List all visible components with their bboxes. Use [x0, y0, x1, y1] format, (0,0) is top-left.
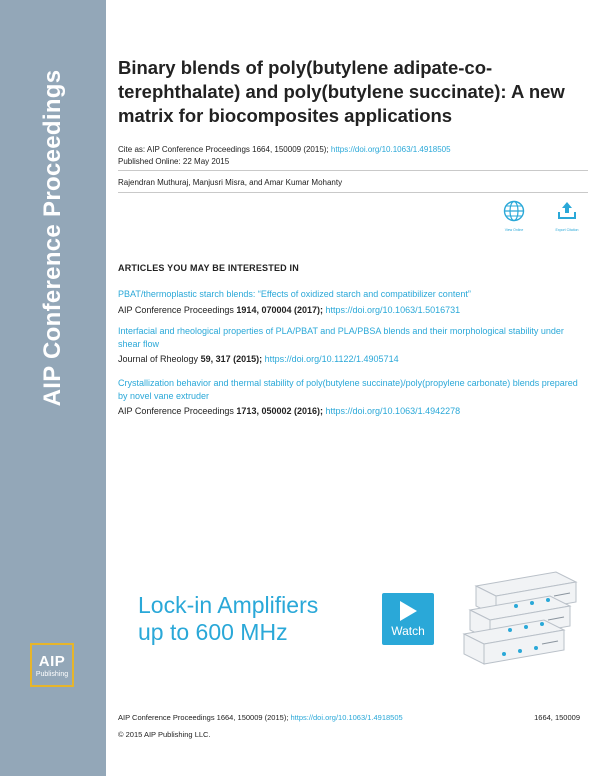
divider [118, 192, 588, 193]
view-online-label: View Online [504, 228, 524, 232]
aip-publishing-logo[interactable] [30, 643, 74, 687]
related-articles-heading: ARTICLES YOU MAY BE INTERESTED IN [118, 263, 299, 273]
export-icon [556, 200, 578, 222]
copyright: © 2015 AIP Publishing LLC. [118, 730, 211, 739]
ad-line-1: Lock-in Amplifiers [138, 592, 319, 618]
authors: Rajendran Muthuraj, Manjusri Misra, and Amar Kumar Mohanty [118, 178, 343, 187]
published-date: Published Online: 22 May 2015 [118, 157, 230, 166]
footer-citation [118, 713, 403, 722]
watch-button[interactable] [382, 593, 434, 645]
logo-subtext: Publishing [35, 671, 69, 678]
related-article-doi-link[interactable]: https://doi.org/10.1063/1.5016731 [325, 304, 461, 315]
ad-headline [138, 592, 318, 646]
watch-label: Watch [391, 624, 425, 638]
footer-doi-link[interactable]: https://doi.org/10.1063/1.4918505 [290, 713, 403, 722]
related-article-citation [118, 405, 578, 418]
logo-text: AIP [38, 653, 66, 670]
related-article-doi-link[interactable]: https://doi.org/10.1122/1.4905714 [264, 354, 399, 364]
related-article-title-link[interactable]: PBAT/thermoplastic starch blends: “Effects of oxidized starch and compatibilizer content” [118, 289, 471, 299]
lock-in-amplifier-illustration [456, 566, 600, 682]
journal-name: AIP Conference Proceedings [118, 304, 234, 315]
article-doi-link[interactable]: https://doi.org/10.1063/1.4918505 [330, 145, 451, 154]
related-article-citation [118, 353, 578, 366]
advertisement-banner[interactable] [124, 566, 580, 682]
journal-title: AIP Conference Proceedings [39, 69, 66, 407]
citation-text: Cite as: AIP Conference Proceedings 1664, 150009 (2015); [118, 145, 329, 154]
journal-name: Journal of Rheology [118, 354, 199, 364]
related-article-title-link[interactable]: Crystallization behavior and thermal stability of poly(butylene succinate)/poly(propylene carbonate) blends prepared by novel vane extruder [118, 378, 578, 401]
footer-page-number: 1664, 150009 [534, 713, 580, 722]
related-article-citation [118, 304, 578, 317]
article-title: Binary blends of poly(butylene adipate-co-terephthalate) and poly(butylene succinate): A new matrix for biocomposites applications [118, 57, 565, 126]
volume-ref: 59, 317 (2015); [200, 354, 263, 364]
sidebar [0, 0, 106, 776]
volume-ref: 1914, 070004 (2017); [236, 304, 323, 315]
related-article [118, 325, 578, 366]
export-citation-label: Export Citation [555, 228, 579, 232]
view-online-button[interactable] [496, 200, 532, 232]
journal-name: AIP Conference Proceedings [118, 406, 234, 416]
play-icon [397, 599, 419, 623]
related-article [118, 377, 578, 418]
footer-cite-text: AIP Conference Proceedings 1664, 150009 (2015); [118, 713, 289, 722]
ad-line-2: up to 600 MHz [138, 619, 288, 645]
export-citation-button[interactable] [549, 200, 585, 232]
citation-line [118, 144, 578, 155]
globe-icon [503, 200, 525, 222]
volume-ref: 1713, 050002 (2016); [236, 406, 323, 416]
related-article [118, 288, 578, 316]
divider [118, 170, 588, 171]
related-article-doi-link[interactable]: https://doi.org/10.1063/1.4942278 [325, 406, 461, 416]
related-article-title-link[interactable]: Interfacial and rheological properties of PLA/PBAT and PLA/PBSA blends and their morphological stability under shear flow [118, 326, 564, 349]
